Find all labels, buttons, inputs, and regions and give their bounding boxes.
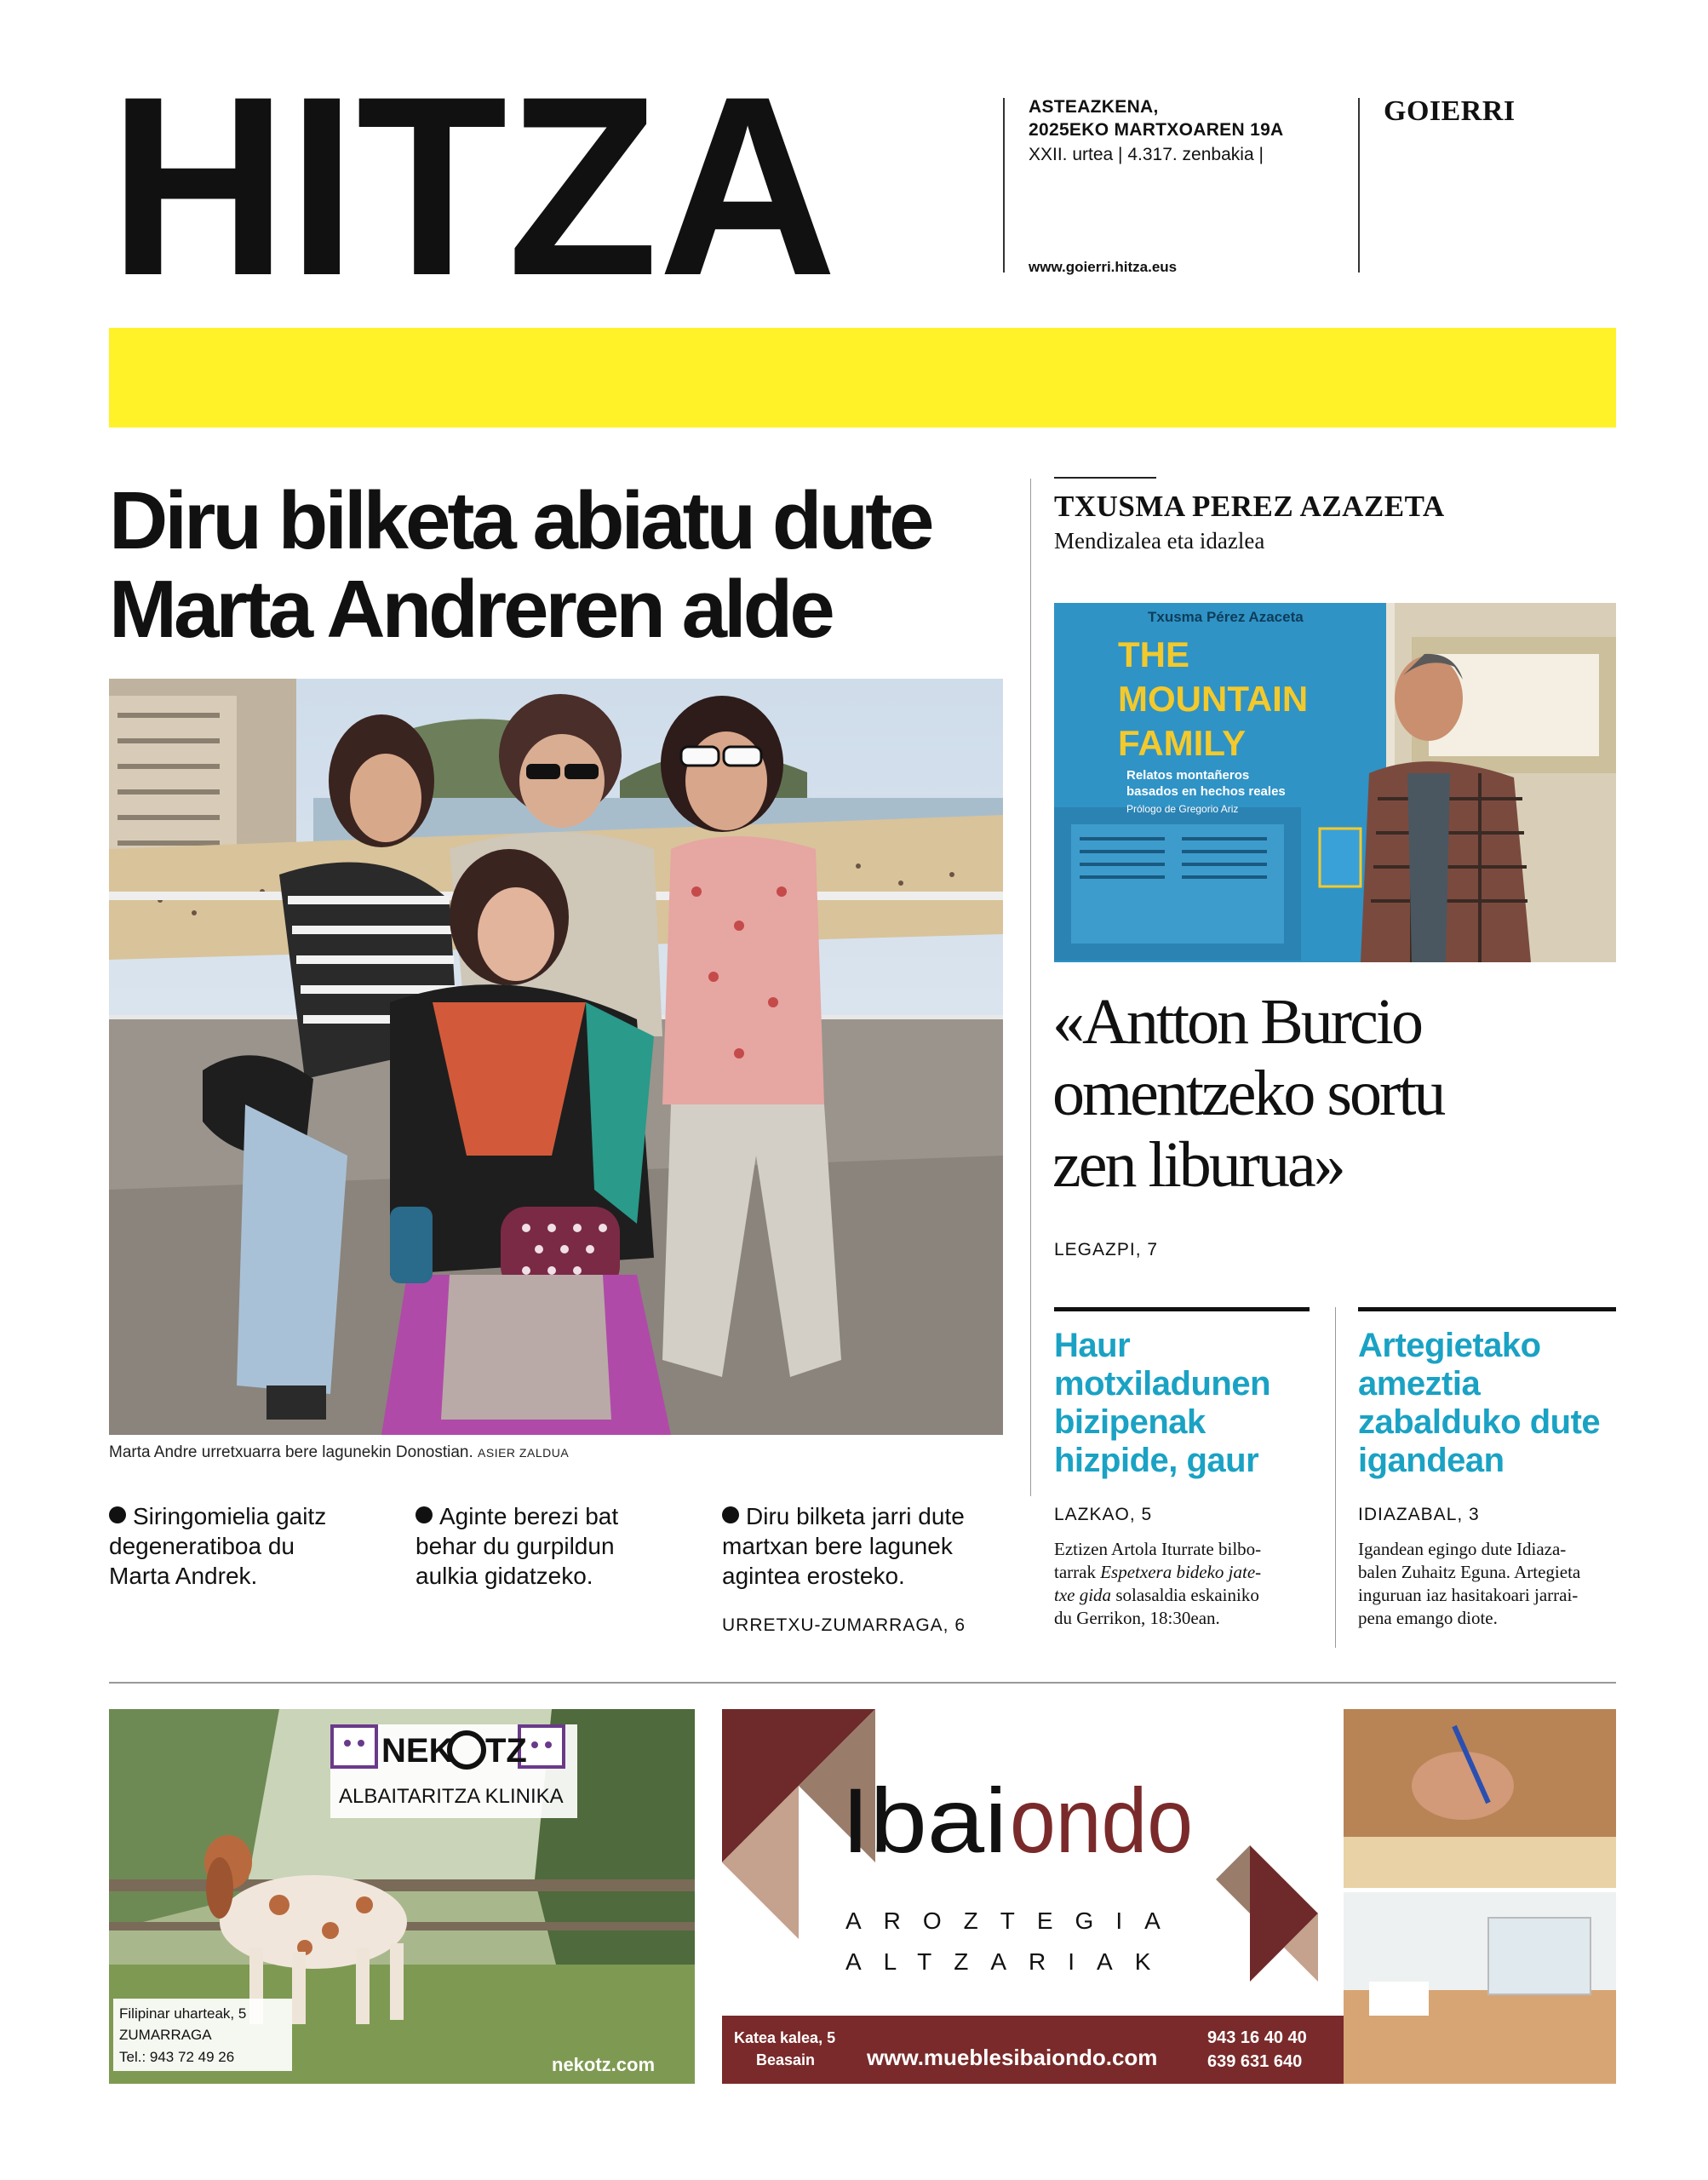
ad-ibaiondo[interactable] [722,1709,1616,2084]
ibaiondo-brand-a: Ibai [841,1769,1007,1872]
quote-line3: zen liburua» [1052,1129,1344,1201]
bullet-3-line1: Diru bilketa jarri dute [746,1503,965,1529]
poster-title-line2: MOUNTAIN [1118,679,1309,719]
interview-role: Mendizalea eta idazlea [1054,528,1265,554]
brief-left-rule [1054,1307,1310,1311]
brief-left-body-line3b: solasaldia eskainiko [1111,1585,1259,1605]
bullet-point-1 [109,1501,398,1591]
poster-author: Txusma Pérez Azaceta [1148,609,1304,625]
main-photo [109,679,1003,1435]
edition-label: GOIERRI [1384,95,1516,127]
ibaiondo-address-line1: Katea kalea, 5 [734,2029,836,2046]
issue-number: XXII. urtea | 4.317. zenbakia | [1029,145,1264,164]
poster-prologue: Prólogo de Gregorio Ariz [1126,803,1239,815]
ibaiondo-phone2: 639 631 640 [1207,2052,1303,2071]
brief-left-body-line1: Eztizen Artola Iturrate bilbo- [1054,1539,1262,1559]
bullet-2-line3: aulkia gidatzeko. [416,1563,593,1589]
bullet-point-2 [416,1501,705,1591]
nekotz-brand-b: TZ [485,1732,527,1770]
bullet-1-line3: Marta Andrek. [109,1563,258,1589]
column-divider [1030,479,1031,1496]
bullet-3-line3: agintea erosteko. [722,1563,905,1589]
bullet-dot-icon [416,1506,433,1523]
nekotz-subtitle: ALBAITARITZA KLINIKA [339,1785,564,1808]
nekotz-address-line2: ZUMARRAGA [119,2027,212,2043]
brief-left-headline-line2: motxiladunen [1054,1365,1271,1403]
brief-left-headline-line3: bizipenak [1054,1403,1206,1441]
brief-right-headline-line1: Artegietako [1358,1327,1541,1364]
interview-name: TXUSMA PEREZ AZAZETA [1054,490,1445,523]
logo-text: HITZA [109,85,837,290]
bullet-2-line2: behar du gurpildun [416,1533,615,1559]
brief-left-location: LAZKAO, 5 [1054,1505,1153,1524]
interview-quote[interactable] [1052,986,1443,1201]
masthead-divider [1003,98,1005,272]
main-headline-line2: Marta Andreren alde [109,564,832,655]
brief-divider [1335,1307,1336,1648]
brief-right-body-line4: pena emango diote. [1358,1608,1498,1628]
main-headline[interactable] [109,477,931,654]
kicker-rule [1054,477,1156,479]
ibaiondo-brand-b: ondo [1010,1769,1193,1872]
bullet-dot-icon [722,1506,739,1523]
hitza-logo [109,85,841,290]
yellow-banner [109,328,1616,427]
nekotz-address-line1: Filipinar uharteak, 5 [119,2005,247,2022]
nekotz-url: nekotz.com [552,2054,656,2075]
bullet-dot-icon [109,1506,126,1523]
interview-photo [1054,603,1616,962]
ibaiondo-line1: AROZTEGIA [845,1908,1183,1934]
date-weekday: ASTEAZKENA, [1029,97,1159,117]
poster-title-line3: FAMILY [1118,723,1247,763]
ibaiondo-phone1: 943 16 40 40 [1207,2028,1307,2047]
brief-right-body-line1: Igandean egingo dute Idiaza- [1358,1539,1567,1559]
brief-left-body-line4: du Gerrikon, 18:30ean. [1054,1608,1220,1628]
poster-title-line1: THE [1118,634,1189,674]
dateline [1029,95,1284,141]
bullet-point-3 [722,1501,1012,1591]
brief-left-headline-line4: hizpide, gaur [1054,1442,1259,1479]
ad-nekotz[interactable] [109,1709,695,2084]
brief-right-rule [1358,1307,1616,1311]
brief-right-body-line2: balen Zuhaitz Eguna. Artegieta [1358,1562,1581,1582]
interview-location: LEGAZPI, 7 [1054,1240,1159,1259]
brief-left-headline-line1: Haur [1054,1327,1131,1364]
quote-line2: omentzeko sortu [1052,1058,1444,1129]
brief-right-body [1358,1538,1622,1630]
caption-text: Marta Andre urretxuarra bere lagunekin Donostian. [109,1443,473,1461]
main-story-location: URRETXU-ZUMARRAGA, 6 [722,1615,966,1635]
dog-face-icon [332,1726,376,1767]
ibaiondo-address-line2: Beasain [756,2051,816,2068]
poster-subtitle-line1: Relatos montañeros [1126,768,1250,783]
ads-separator [109,1682,1616,1684]
quote-line1: «Antton Burcio [1052,986,1421,1058]
brief-left-body-line2b: Espetxera bideko jate- [1100,1562,1262,1582]
poster-subtitle-line2: basados en hechos reales [1126,784,1286,799]
brief-right-headline-line2: ameztia [1358,1365,1481,1403]
main-headline-line1: Diru bilketa abiatu dute [109,475,931,566]
brief-left-body-line2a: tarrak [1054,1562,1101,1582]
brief-left-headline[interactable] [1054,1327,1270,1480]
ibaiondo-line2: ALTZARIAK [845,1948,1173,1975]
brief-left-body-line3a: txe gida [1054,1585,1112,1605]
brief-right-body-line3: inguruan iaz hasitakoari jarrai- [1358,1585,1579,1605]
date-full: 2025EKO MARTXOAREN 19A [1029,120,1284,140]
bullet-1-line1: Siringomielia gaitz [133,1503,327,1529]
bullet-1-line2: degeneratiboa du [109,1533,295,1559]
masthead-divider-2 [1358,98,1360,272]
brief-right-headline-line4: igandean [1358,1442,1505,1479]
nekotz-phone: Tel.: 943 72 49 26 [119,2049,235,2065]
website-link[interactable]: www.goierri.hitza.eus [1029,259,1178,275]
nekotz-brand-a: NEK [381,1732,454,1770]
brief-right-headline[interactable] [1358,1327,1600,1480]
photo-credit: ASIER ZALDUA [478,1446,570,1460]
brief-left-body [1054,1538,1318,1630]
bullet-3-line2: martxan bere lagunek [722,1533,953,1559]
photo-caption [109,1443,569,1462]
bullet-2-line1: Aginte berezi bat [439,1503,619,1529]
ibaiondo-url: www.mueblesibaiondo.com [867,2045,1158,2070]
brief-right-location: IDIAZABAL, 3 [1358,1505,1480,1524]
brief-right-headline-line3: zabalduko dute [1358,1403,1601,1441]
